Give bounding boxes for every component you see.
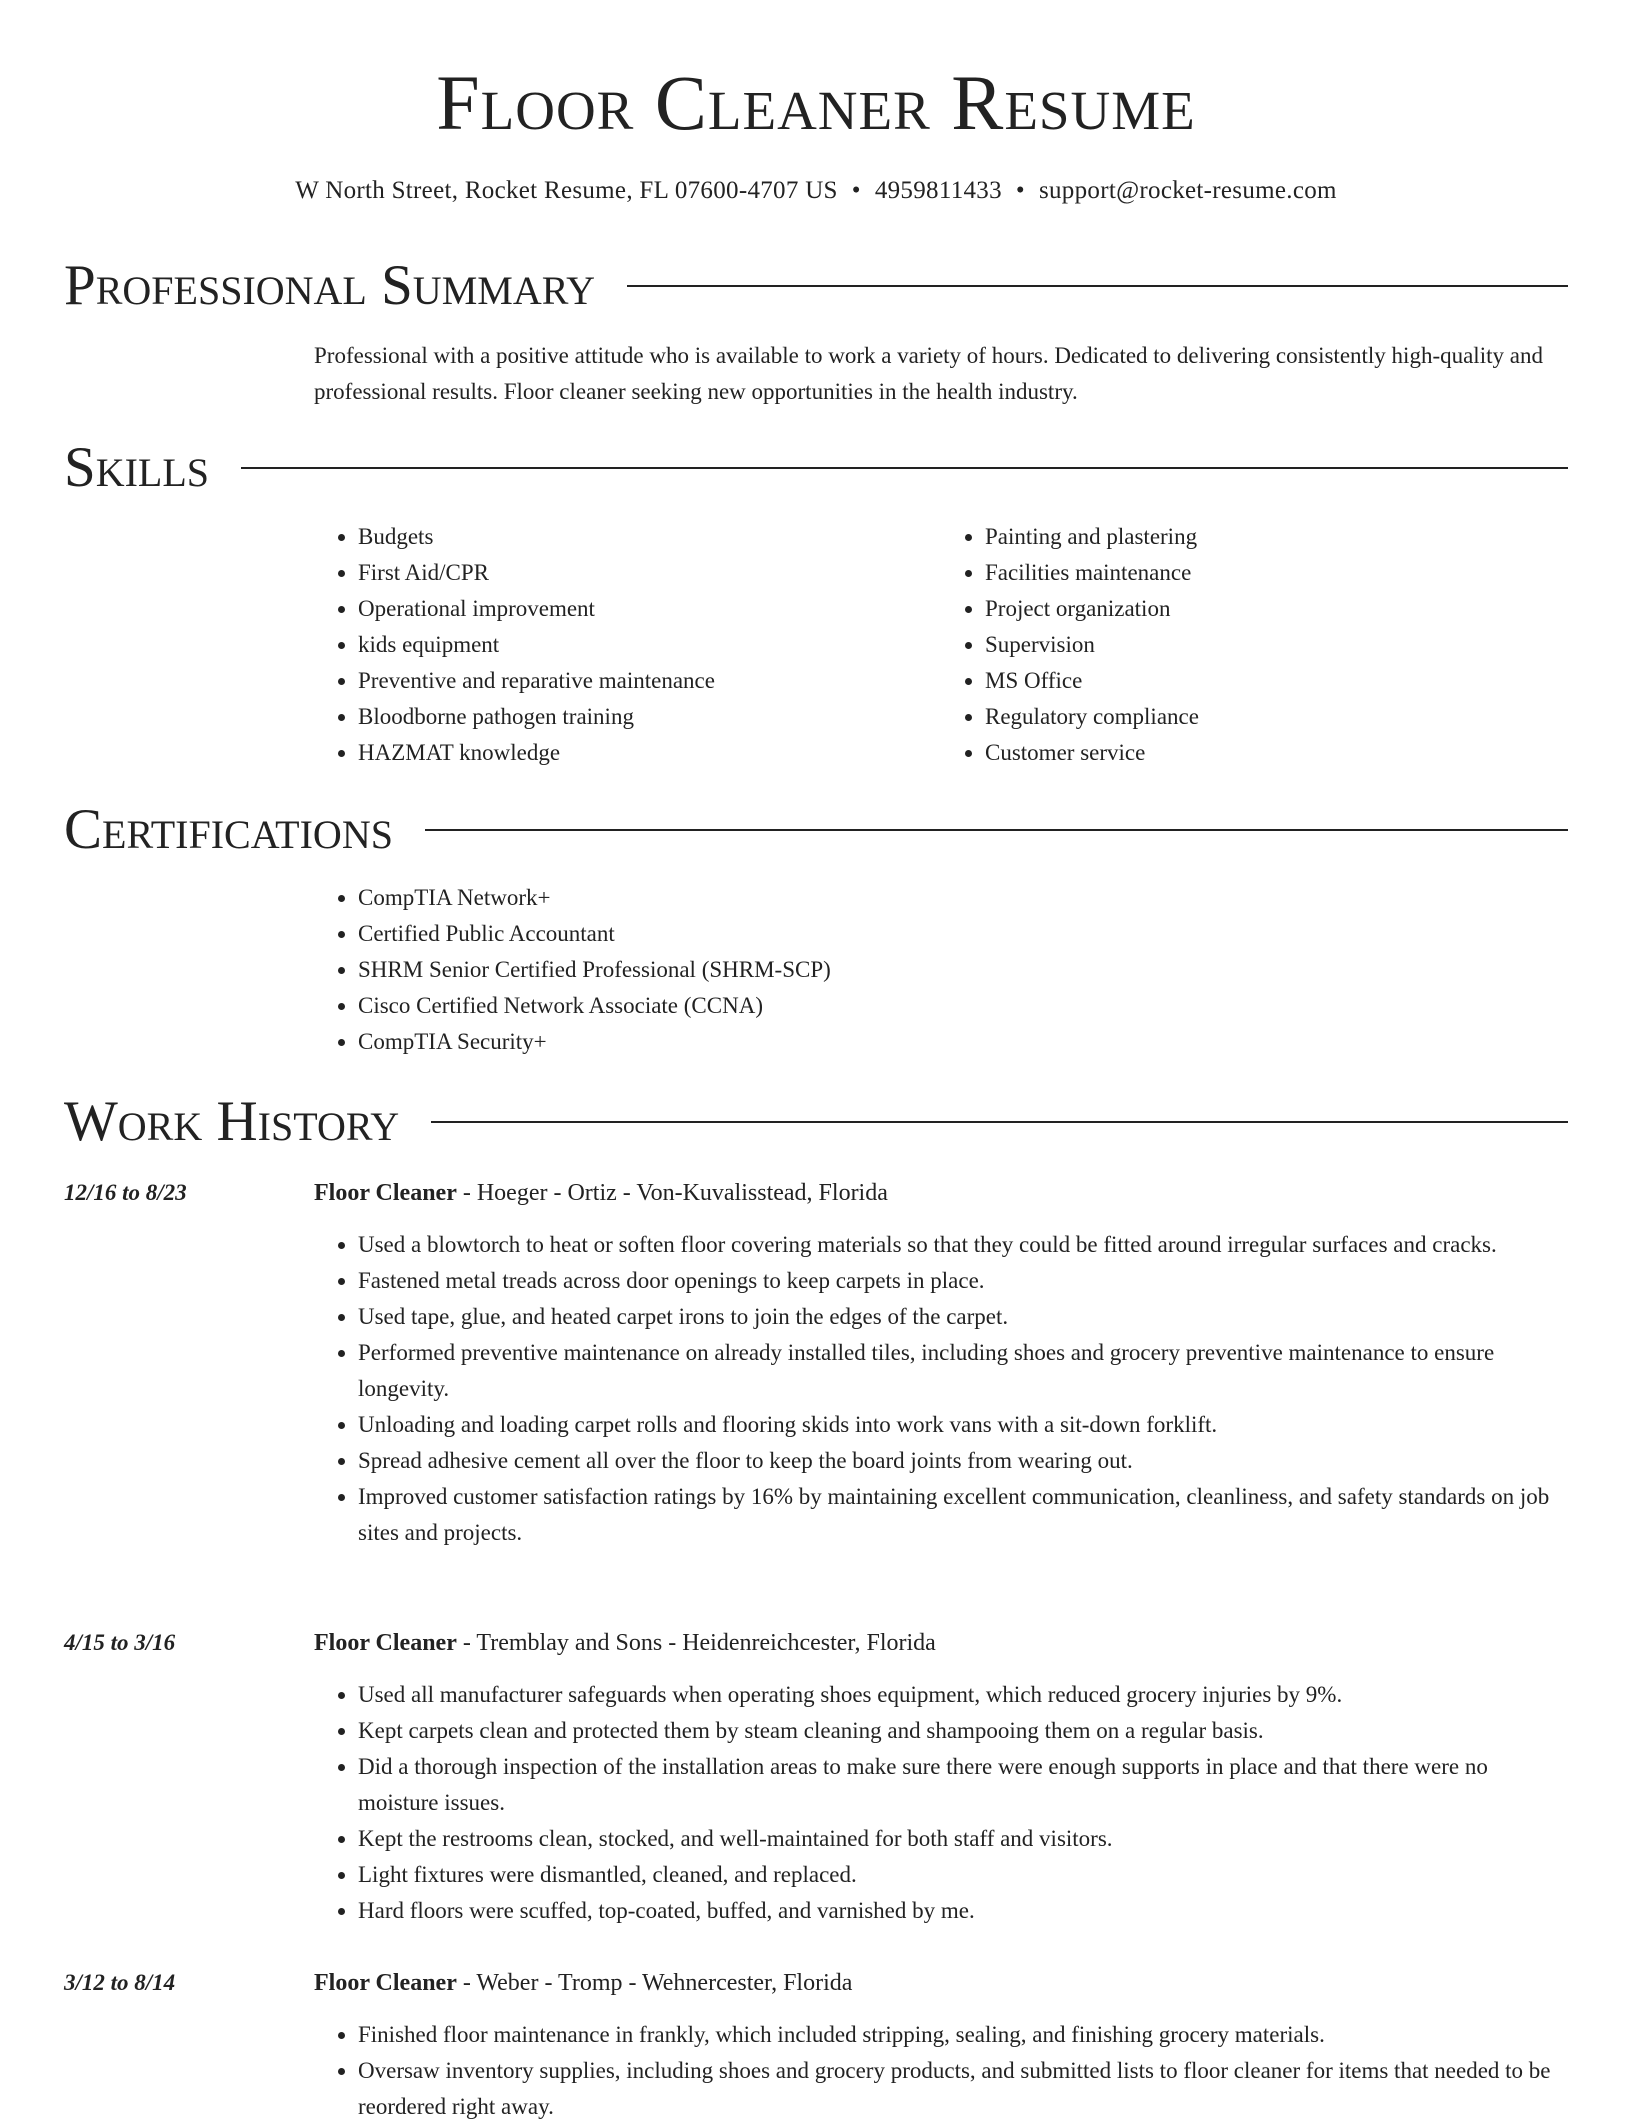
job-title: Floor Cleaner [314, 1630, 457, 1656]
job-dates: 4/15 to 3/16 [64, 1630, 176, 1655]
skill-item: • Facilities maintenance [985, 555, 1568, 591]
certification-item: • CompTIA Security+ [358, 1024, 1568, 1060]
job-duty: • Light fixtures were dismantled, cleaned, and replaced. [358, 1857, 1568, 1893]
skills-block [314, 519, 1568, 771]
job-header [314, 1625, 1568, 1661]
skill-item: • Customer service [985, 735, 1568, 771]
skill-item: • First Aid/CPR [358, 555, 941, 591]
certifications-heading: Certifications [64, 798, 393, 861]
job-duty: • Kept carpets clean and protected them by steam cleaning and shampooing them on a regular basis. [358, 1713, 1568, 1749]
contact-separator: • [1015, 177, 1025, 204]
section-divider [425, 829, 1568, 831]
skill-item: • Operational improvement [358, 591, 941, 627]
skills-list-right [941, 519, 1568, 771]
work-history-section-header [64, 1090, 1568, 1154]
contact-address: W North Street, Rocket Resume, FL 07600-4707 US [295, 177, 838, 204]
job-entry [314, 1175, 1568, 1551]
skill-item: • Supervision [985, 627, 1568, 663]
skill-item: • Painting and plastering [985, 519, 1568, 555]
skill-item: • Bloodborne pathogen training [358, 699, 941, 735]
summary-heading: Professional Summary [64, 254, 596, 317]
certifications-block [314, 880, 1568, 1060]
resume-page [64, 0, 1568, 2119]
skill-item: • kids equipment [358, 627, 941, 663]
certification-item: • CompTIA Network+ [358, 880, 1568, 916]
skill-item: • Regulatory compliance [985, 699, 1568, 735]
section-divider [431, 1121, 1568, 1123]
job-dates: 3/12 to 8/14 [64, 1970, 176, 1995]
job-duty: • Unloading and loading carpet rolls and flooring skids into work vans with a sit-down forklift. [358, 1407, 1568, 1443]
job-duty: • Oversaw inventory supplies, including shoes and grocery products, and submitted lists to floor cleaner for items that needed to be reordered right away. [358, 2053, 1568, 2125]
job-duty: • Kept the restrooms clean, stocked, and well-maintained for both staff and visitors. [358, 1821, 1568, 1857]
job-employer: - Hoeger - Ortiz - Von-Kuvalisstead, Florida [456, 1180, 888, 1206]
job-employer: - Weber - Tromp - Wehnercester, Florida [456, 1970, 853, 1996]
job-title: Floor Cleaner [314, 1180, 457, 1206]
summary-block [314, 338, 1568, 410]
certifications-list [314, 880, 1568, 1060]
resume-title: Floor Cleaner Resume [436, 59, 1196, 146]
job-duty: • Hard floors were scuffed, top-coated, buffed, and varnished by me. [358, 1893, 1568, 1929]
job-dates: 12/16 to 8/23 [64, 1180, 187, 1205]
skill-item: • Budgets [358, 519, 941, 555]
job-duty: • Fastened metal treads across door openings to keep carpets in place. [358, 1263, 1568, 1299]
job-entry [314, 1625, 1568, 1929]
section-divider [627, 285, 1568, 287]
skills-columns [314, 519, 1568, 771]
work-history-heading: Work History [64, 1090, 400, 1153]
certification-item: • Cisco Certified Network Associate (CCNA) [358, 988, 1568, 1024]
job-duty: • Spread adhesive cement all over the floor to keep the board joints from wearing out. [358, 1443, 1568, 1479]
job-duty: • Used tape, glue, and heated carpet irons to join the edges of the carpet. [358, 1299, 1568, 1335]
job-duties-list [314, 2017, 1568, 2125]
job-entry [314, 1965, 1568, 2125]
skills-list-left [314, 519, 941, 771]
skill-item: • Project organization [985, 591, 1568, 627]
contact-line [64, 175, 1568, 207]
section-divider [241, 467, 1568, 469]
contact-email: support@rocket-resume.com [1038, 177, 1337, 204]
skills-section-header [64, 436, 1568, 500]
certifications-section-header [64, 798, 1568, 862]
skill-item: • MS Office [985, 663, 1568, 699]
skills-heading: Skills [64, 436, 210, 499]
job-duties-list [314, 1227, 1568, 1551]
job-title: Floor Cleaner [314, 1970, 457, 1996]
contact-separator: • [851, 177, 861, 204]
job-duty: • Improved customer satisfaction ratings by 16% by maintaining excellent communication, cleanliness, and safety standards on job sites and projects. [358, 1479, 1568, 1551]
job-duty: • Performed preventive maintenance on already installed tiles, including shoes and grocery preventive maintenance to ensure longevity. [358, 1335, 1568, 1407]
job-duty: • Used a blowtorch to heat or soften floor covering materials so that they could be fitted around irregular surfaces and cracks. [358, 1227, 1568, 1263]
contact-phone: 4959811433 [874, 177, 1002, 204]
skill-item: • HAZMAT knowledge [358, 735, 941, 771]
skill-item: • Preventive and reparative maintenance [358, 663, 941, 699]
job-header [314, 1175, 1568, 1211]
job-employer: - Tremblay and Sons - Heidenreichcester, Florida [456, 1630, 936, 1656]
job-header [314, 1965, 1568, 2001]
certification-item: • SHRM Senior Certified Professional (SHRM-SCP) [358, 952, 1568, 988]
job-duty: • Finished floor maintenance in frankly, which included stripping, sealing, and finishing grocery materials. [358, 2017, 1568, 2053]
certification-item: • Certified Public Accountant [358, 916, 1568, 952]
job-duty: • Used all manufacturer safeguards when operating shoes equipment, which reduced grocery injuries by 9%. [358, 1677, 1568, 1713]
summary-text: Professional with a positive attitude who is available to work a variety of hours. Dedicated to delivering consistently high-quality and professional results. Floor cleaner seeking new opportunities in the health industry. [314, 343, 1543, 404]
job-duties-list [314, 1677, 1568, 1929]
job-duty: • Did a thorough inspection of the installation areas to make sure there were enough supports in place and that there were no moisture issues. [358, 1749, 1568, 1821]
summary-section-header [64, 254, 1568, 318]
